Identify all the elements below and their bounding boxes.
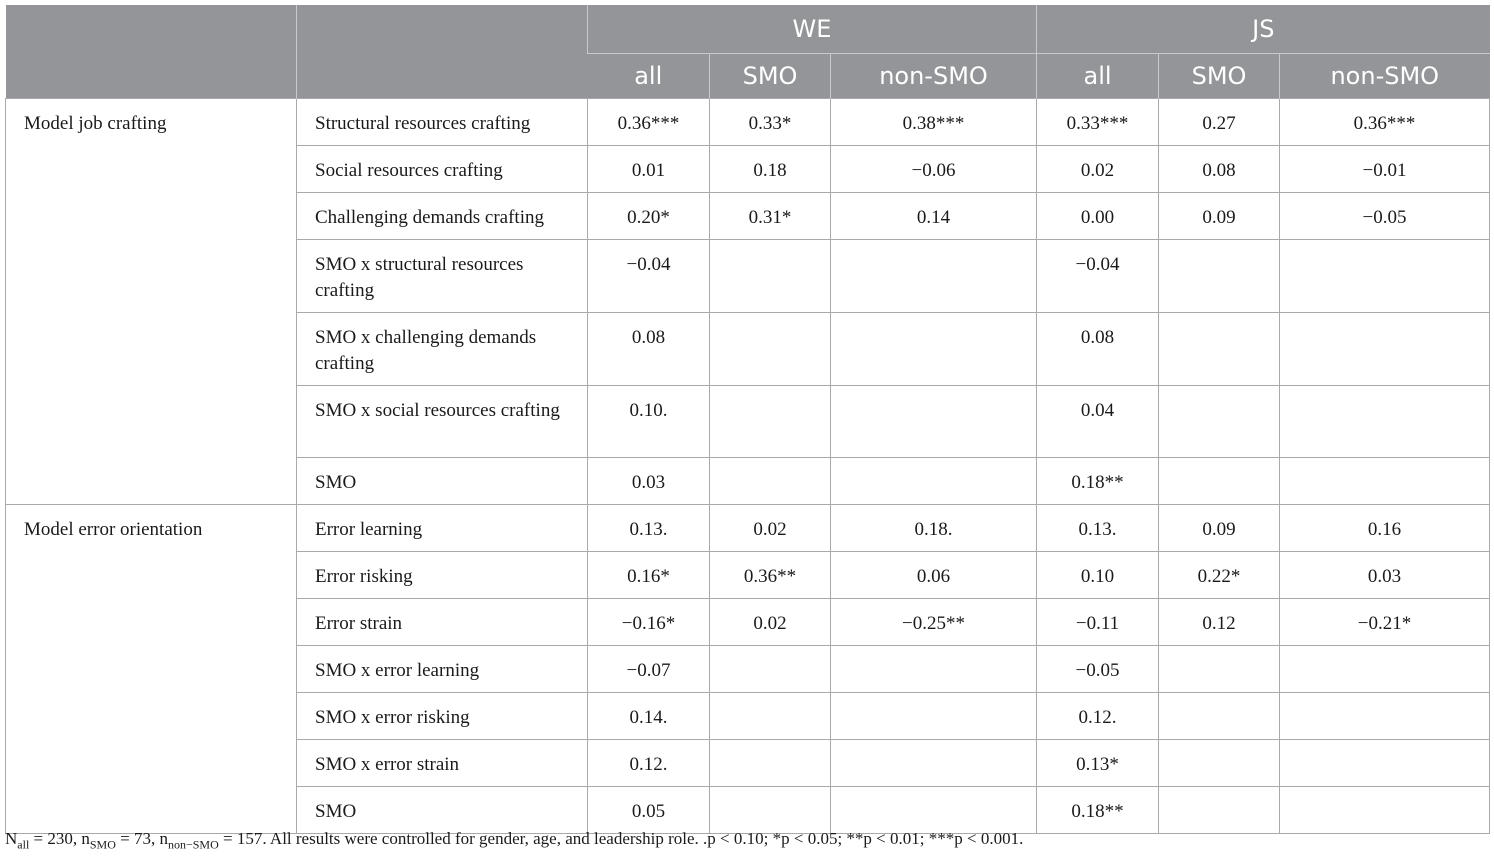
cell-we-non-smo bbox=[831, 458, 1037, 505]
cell-js-all: 0.00 bbox=[1037, 193, 1159, 240]
header-we-non-smo: non-SMO bbox=[831, 54, 1037, 99]
cell-we-all: 0.36*** bbox=[588, 99, 710, 146]
cell-we-all: 0.14. bbox=[588, 693, 710, 740]
row-label: Error learning bbox=[297, 505, 588, 552]
table-footnote bbox=[5, 829, 1023, 852]
header-js-all: all bbox=[1037, 54, 1159, 99]
cell-js-all: 0.12. bbox=[1037, 693, 1159, 740]
cell-js-all: 0.33*** bbox=[1037, 99, 1159, 146]
cell-js-all: 0.13* bbox=[1037, 740, 1159, 787]
footnote-n-non-smo-sub: non−SMO bbox=[167, 837, 219, 852]
cell-we-all: 0.08 bbox=[588, 313, 710, 386]
cell-we-smo: 0.02 bbox=[710, 599, 831, 646]
footnote-n-all-sub: all bbox=[17, 837, 30, 852]
row-label: SMO x challenging demands crafting bbox=[297, 313, 588, 386]
cell-js-non-smo bbox=[1280, 693, 1490, 740]
header-we-smo: SMO bbox=[710, 54, 831, 99]
cell-we-all: −0.16* bbox=[588, 599, 710, 646]
row-label: Error strain bbox=[297, 599, 588, 646]
cell-we-smo bbox=[710, 240, 831, 313]
cell-js-smo: 0.12 bbox=[1159, 599, 1280, 646]
cell-js-all: 0.10 bbox=[1037, 552, 1159, 599]
cell-we-smo: 0.02 bbox=[710, 505, 831, 552]
table-row bbox=[6, 505, 1490, 552]
cell-we-all: 0.10. bbox=[588, 386, 710, 458]
row-label: SMO x structural resources crafting bbox=[297, 240, 588, 313]
cell-js-non-smo: −0.01 bbox=[1280, 146, 1490, 193]
table-header bbox=[6, 5, 1490, 99]
cell-we-smo: 0.36** bbox=[710, 552, 831, 599]
header-group-js: JS bbox=[1037, 5, 1490, 54]
cell-we-non-smo: 0.18. bbox=[831, 505, 1037, 552]
cell-we-smo bbox=[710, 313, 831, 386]
cell-we-all: 0.16* bbox=[588, 552, 710, 599]
cell-we-smo bbox=[710, 693, 831, 740]
cell-js-non-smo bbox=[1280, 740, 1490, 787]
row-label: SMO x error risking bbox=[297, 693, 588, 740]
footnote-n-all-value: = 230, n bbox=[29, 829, 90, 848]
cell-we-smo bbox=[710, 787, 831, 834]
row-label: Social resources crafting bbox=[297, 146, 588, 193]
cell-we-non-smo: −0.25** bbox=[831, 599, 1037, 646]
row-label: SMO bbox=[297, 787, 588, 834]
cell-js-non-smo bbox=[1280, 240, 1490, 313]
footnote-p-values: .p < 0.10; *p < 0.05; **p < 0.01; ***p < 0.001. bbox=[703, 829, 1024, 848]
cell-we-all: 0.20* bbox=[588, 193, 710, 240]
cell-we-all: 0.01 bbox=[588, 146, 710, 193]
header-js-smo: SMO bbox=[1159, 54, 1280, 99]
results-table-container bbox=[5, 5, 1489, 834]
cell-js-non-smo: 0.36*** bbox=[1280, 99, 1490, 146]
cell-we-non-smo bbox=[831, 787, 1037, 834]
cell-we-non-smo bbox=[831, 240, 1037, 313]
cell-js-smo: 0.08 bbox=[1159, 146, 1280, 193]
cell-we-all: 0.13. bbox=[588, 505, 710, 552]
cell-we-all: 0.12. bbox=[588, 740, 710, 787]
cell-js-smo: 0.09 bbox=[1159, 505, 1280, 552]
cell-js-smo bbox=[1159, 458, 1280, 505]
cell-js-smo bbox=[1159, 740, 1280, 787]
header-blank-model bbox=[6, 5, 297, 99]
cell-js-all: −0.05 bbox=[1037, 646, 1159, 693]
results-table bbox=[5, 5, 1490, 834]
cell-we-smo bbox=[710, 458, 831, 505]
cell-js-non-smo bbox=[1280, 787, 1490, 834]
header-group-we: WE bbox=[588, 5, 1037, 54]
cell-we-non-smo: 0.38*** bbox=[831, 99, 1037, 146]
cell-js-smo bbox=[1159, 787, 1280, 834]
row-label: Structural resources crafting bbox=[297, 99, 588, 146]
footnote-n-smo-sub: SMO bbox=[89, 837, 116, 852]
cell-we-non-smo: 0.14 bbox=[831, 193, 1037, 240]
cell-js-all: 0.08 bbox=[1037, 313, 1159, 386]
cell-js-all: 0.18** bbox=[1037, 458, 1159, 505]
row-label: Challenging demands crafting bbox=[297, 193, 588, 240]
cell-js-smo bbox=[1159, 240, 1280, 313]
cell-js-smo bbox=[1159, 693, 1280, 740]
row-label: SMO x error learning bbox=[297, 646, 588, 693]
cell-we-smo: 0.31* bbox=[710, 193, 831, 240]
cell-js-non-smo bbox=[1280, 386, 1490, 458]
row-label: Error risking bbox=[297, 552, 588, 599]
cell-js-smo bbox=[1159, 646, 1280, 693]
table-body bbox=[6, 99, 1490, 834]
header-blank-predictor bbox=[297, 5, 588, 99]
cell-we-non-smo bbox=[831, 740, 1037, 787]
cell-js-all: 0.13. bbox=[1037, 505, 1159, 552]
cell-we-all: −0.07 bbox=[588, 646, 710, 693]
row-label: SMO x error strain bbox=[297, 740, 588, 787]
cell-we-smo bbox=[710, 386, 831, 458]
cell-js-smo bbox=[1159, 313, 1280, 386]
cell-we-smo: 0.18 bbox=[710, 146, 831, 193]
table-row bbox=[6, 99, 1490, 146]
cell-js-non-smo: −0.21* bbox=[1280, 599, 1490, 646]
cell-js-all: 0.02 bbox=[1037, 146, 1159, 193]
row-label: SMO bbox=[297, 458, 588, 505]
cell-we-all: 0.05 bbox=[588, 787, 710, 834]
cell-we-non-smo: 0.06 bbox=[831, 552, 1037, 599]
cell-we-all: 0.03 bbox=[588, 458, 710, 505]
cell-we-non-smo: −0.06 bbox=[831, 146, 1037, 193]
cell-we-non-smo bbox=[831, 646, 1037, 693]
footnote-n-all-prefix: N bbox=[5, 829, 18, 848]
cell-we-smo: 0.33* bbox=[710, 99, 831, 146]
cell-js-smo: 0.09 bbox=[1159, 193, 1280, 240]
cell-js-smo: 0.27 bbox=[1159, 99, 1280, 146]
cell-js-all: −0.04 bbox=[1037, 240, 1159, 313]
cell-we-non-smo bbox=[831, 386, 1037, 458]
cell-we-non-smo bbox=[831, 693, 1037, 740]
section-label-job-crafting: Model job crafting bbox=[6, 99, 297, 505]
row-label: SMO x social resources crafting bbox=[297, 386, 588, 458]
cell-js-all: 0.04 bbox=[1037, 386, 1159, 458]
cell-js-non-smo: −0.05 bbox=[1280, 193, 1490, 240]
cell-js-all: 0.18** bbox=[1037, 787, 1159, 834]
footnote-n-non-smo-value: = 157. All results were controlled for gender, age, and leadership role. bbox=[218, 829, 704, 848]
cell-we-non-smo bbox=[831, 313, 1037, 386]
cell-js-non-smo bbox=[1280, 313, 1490, 386]
header-js-non-smo: non-SMO bbox=[1280, 54, 1490, 99]
cell-js-non-smo bbox=[1280, 458, 1490, 505]
cell-js-smo bbox=[1159, 386, 1280, 458]
cell-we-smo bbox=[710, 646, 831, 693]
cell-we-all: −0.04 bbox=[588, 240, 710, 313]
footnote-n-smo-value: = 73, n bbox=[115, 829, 168, 848]
cell-js-all: −0.11 bbox=[1037, 599, 1159, 646]
cell-js-non-smo bbox=[1280, 646, 1490, 693]
section-label-error-orientation: Model error orientation bbox=[6, 505, 297, 834]
header-we-all: all bbox=[588, 54, 710, 99]
cell-js-non-smo: 0.16 bbox=[1280, 505, 1490, 552]
cell-js-non-smo: 0.03 bbox=[1280, 552, 1490, 599]
cell-js-smo: 0.22* bbox=[1159, 552, 1280, 599]
cell-we-smo bbox=[710, 740, 831, 787]
